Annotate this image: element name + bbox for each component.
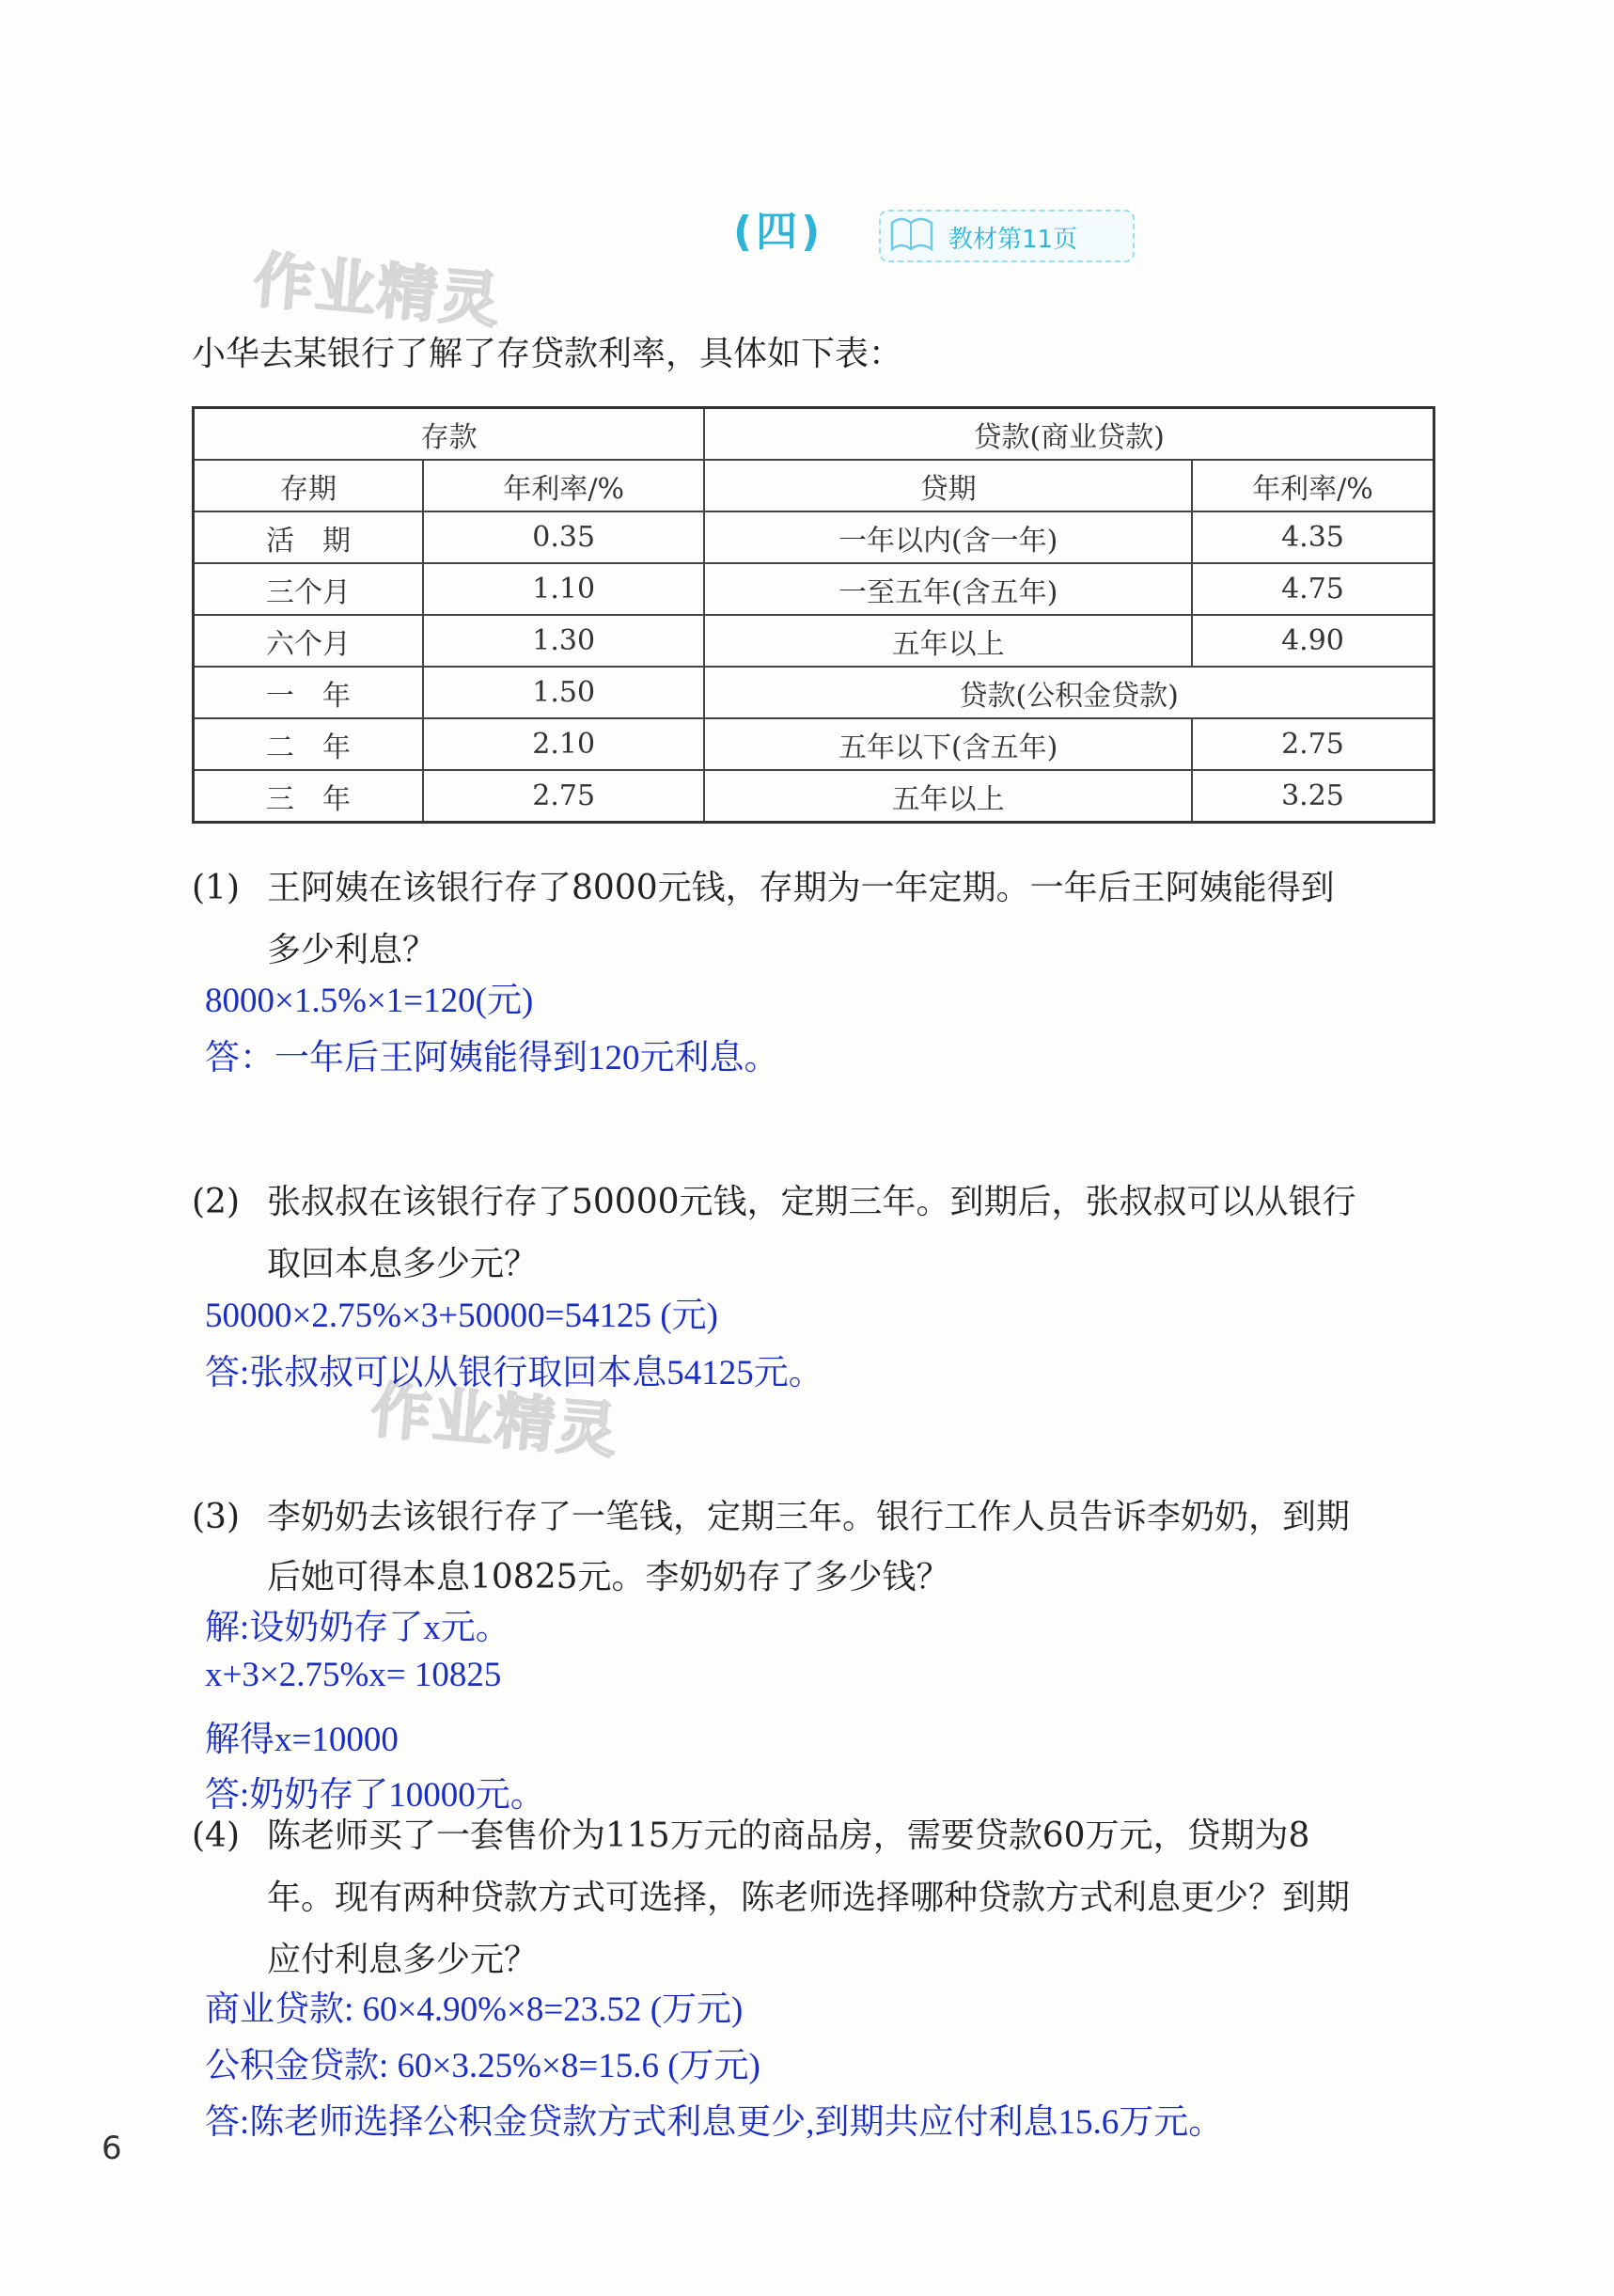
col-header: 年利率/% — [423, 460, 704, 511]
question-text: 王阿姨在该银行存了8000元钱，存期为一年定期。一年后王阿姨能得到 — [267, 869, 1335, 907]
col-header: 存期 — [194, 460, 423, 511]
table-cell: 三个月 — [194, 563, 423, 615]
table-cell: 1.50 — [423, 667, 704, 718]
table-cell: 0.35 — [423, 511, 704, 563]
table-cell: 2.10 — [423, 718, 704, 770]
book-icon — [885, 213, 941, 257]
table-cell: 1.10 — [423, 563, 704, 615]
answer-line: 8000×1.5%×1=120(元) — [205, 982, 534, 1020]
col-header: 贷期 — [704, 460, 1192, 511]
question-text: 李奶奶去该银行存了一笔钱，定期三年。银行工作人员告诉李奶奶，到期 — [267, 1498, 1351, 1536]
table-cell: 4.75 — [1192, 563, 1434, 615]
answer-line: 解:设奶奶存了x元。 — [205, 1609, 510, 1647]
question-1 — [192, 862, 1335, 977]
answer-line: 答：一年后王阿姨能得到120元利息。 — [205, 1039, 779, 1077]
table-cell: 4.90 — [1192, 615, 1434, 667]
table-cell: 3.25 — [1192, 770, 1434, 823]
table-cell: 三 年 — [194, 770, 423, 823]
deposit-header: 存款 — [194, 408, 705, 461]
question-number: (3) — [192, 1498, 240, 1536]
answer-line: 答:张叔叔可以从银行取回本息54125元。 — [205, 1354, 823, 1392]
question-number: (4) — [192, 1816, 240, 1855]
question-text: 后她可得本息10825元。李奶奶存了多少钱？ — [267, 1558, 950, 1596]
table-row — [194, 770, 1434, 823]
table-row — [194, 667, 1434, 718]
watermark: 作业精灵 — [250, 245, 505, 338]
table-row — [194, 718, 1434, 770]
question-number: (1) — [192, 869, 240, 907]
table-cell: 五年以上 — [704, 770, 1192, 823]
answer-line: 公积金贷款: 60×3.25%×8=15.6 (万元) — [205, 2047, 760, 2085]
question-number: (2) — [192, 1183, 240, 1221]
table-cell: 六个月 — [194, 615, 423, 667]
tag-text: 教材第11页 — [948, 226, 1078, 254]
question-text: 陈老师买了一套售价为115万元的商品房，需要贷款60万元，贷期为8 — [267, 1816, 1310, 1855]
question-3 — [192, 1491, 1350, 1604]
question-2 — [192, 1176, 1356, 1291]
table-cell: 活 期 — [194, 511, 423, 563]
table-row — [194, 615, 1434, 667]
textbook-page-tag — [879, 210, 1135, 262]
table-cell: 五年以下(含五年) — [704, 718, 1192, 770]
answer-line: x+3×2.75%x= 10825 — [205, 1656, 502, 1694]
table-cell: 一 年 — [194, 667, 423, 718]
question-text: 张叔叔在该银行存了50000元钱，定期三年。到期后，张叔叔可以从银行 — [267, 1183, 1356, 1221]
table-cell: 二 年 — [194, 718, 423, 770]
answer-line: 答:陈老师选择公积金贷款方式利息更少,到期共应付利息15.6万元。 — [205, 2103, 1224, 2142]
col-header: 年利率/% — [1192, 460, 1434, 511]
table-cell: 2.75 — [423, 770, 704, 823]
table-cell: 一年以内(含一年) — [704, 511, 1192, 563]
interest-rate-table — [192, 406, 1435, 824]
answer-line: 50000×2.75%×3+50000=54125 (元) — [205, 1297, 718, 1335]
question-text: 多少利息？ — [267, 931, 437, 969]
page-number: 6 — [102, 2130, 122, 2167]
answer-line: 解得x=10000 — [205, 1721, 399, 1759]
question-4 — [192, 1810, 1350, 1987]
question-text: 取回本息多少元？ — [267, 1245, 539, 1283]
loan-header: 贷款(商业贷款) — [704, 408, 1434, 461]
table-row — [194, 563, 1434, 615]
table-cell: 五年以上 — [704, 615, 1192, 667]
table-cell: 一至五年(含五年) — [704, 563, 1192, 615]
table-row — [194, 511, 1434, 563]
answer-line: 商业贷款: 60×4.90%×8=23.52 (万元) — [205, 1990, 744, 2029]
watermark: 作业精灵 — [368, 1376, 622, 1468]
table-cell: 1.30 — [423, 615, 704, 667]
intro-text: 小华去某银行了解了存贷款利率，具体如下表： — [192, 335, 903, 373]
answer-line: 答:奶奶存了10000元。 — [205, 1776, 545, 1815]
table-cell: 2.75 — [1192, 718, 1434, 770]
provident-loan-header: 贷款(公积金贷款) — [704, 667, 1434, 718]
question-text: 年。现有两种贷款方式可选择，陈老师选择哪种贷款方式利息更少？到期 — [267, 1879, 1351, 1917]
table-cell: 4.35 — [1192, 511, 1434, 563]
question-text: 应付利息多少元？ — [267, 1941, 539, 1979]
section-title: (四) — [733, 208, 824, 256]
